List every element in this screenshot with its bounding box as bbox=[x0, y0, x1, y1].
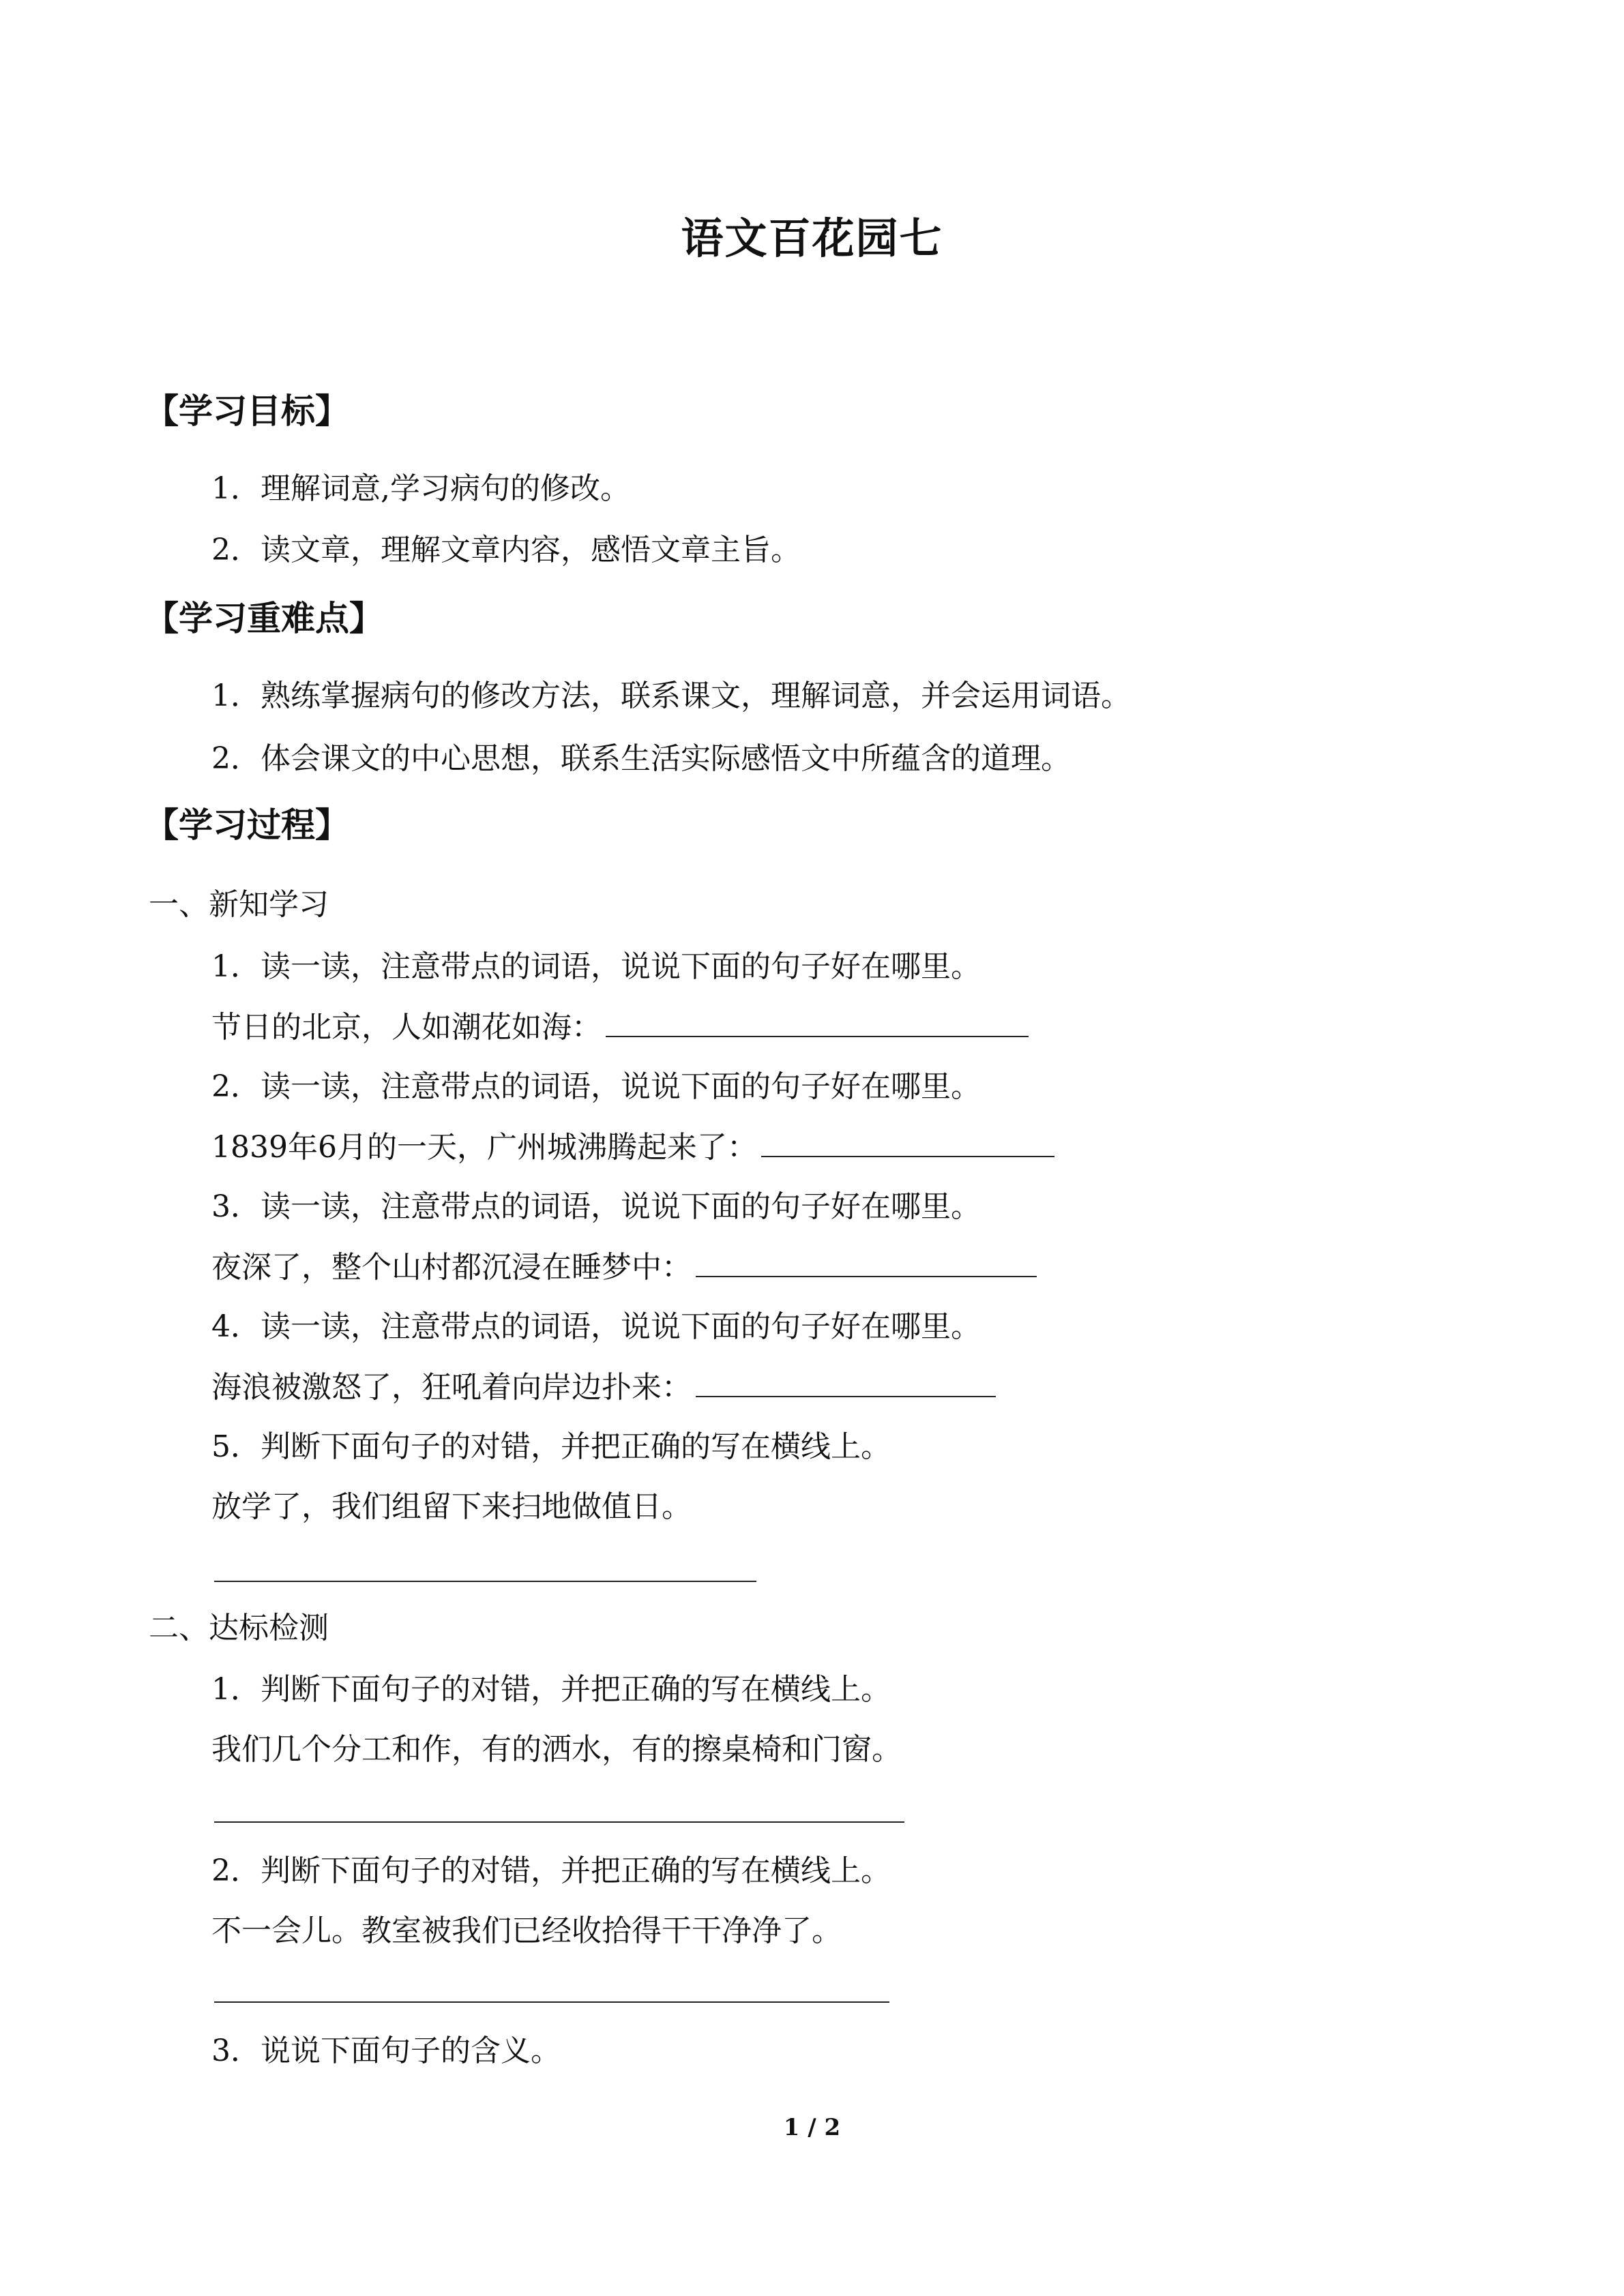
part1-title: 一、新知学习 bbox=[149, 887, 329, 922]
part2-title: 二、达标检测 bbox=[149, 1611, 329, 1645]
part2-question-2: 2．判断下面句子的对错，并把正确的写在横线上。 bbox=[211, 1853, 891, 1888]
part1-sentence-1-row bbox=[211, 1006, 1029, 1049]
key-points-item-2: 2．体会课文的中心思想，联系生活实际感悟文中所蕴含的道理。 bbox=[211, 741, 1071, 776]
part1-question-5: 5．判断下面句子的对错，并把正确的写在横线上。 bbox=[211, 1429, 891, 1464]
part2-question-1: 1．判断下面句子的对错，并把正确的写在横线上。 bbox=[211, 1672, 891, 1707]
part1-sentence-4-row bbox=[211, 1366, 996, 1409]
part1-sentence-2-row bbox=[211, 1126, 1054, 1169]
part1-question-1: 1．读一读，注意带点的词语，说说下面的句子好在哪里。 bbox=[211, 949, 981, 984]
answer-blank-1[interactable] bbox=[606, 1006, 1029, 1037]
goals-heading: 【学习目标】 bbox=[145, 391, 349, 431]
key-points-item-1: 1．熟练掌握病句的修改方法，联系课文，理解词意，并会运用词语。 bbox=[211, 679, 1131, 713]
answer-line-5[interactable] bbox=[214, 1581, 756, 1582]
part1-question-3: 3．读一读，注意带点的词语，说说下面的句子好在哪里。 bbox=[211, 1189, 981, 1224]
answer-blank-2[interactable] bbox=[761, 1126, 1054, 1157]
answer-blank-3[interactable] bbox=[696, 1246, 1037, 1277]
process-heading: 【学习过程】 bbox=[145, 805, 349, 845]
part1-sentence-2: 1839年6月的一天，广州城沸腾起来了： bbox=[211, 1130, 757, 1165]
document-title: 语文百花园七 bbox=[681, 213, 943, 263]
goals-item-2: 2．读文章，理解文章内容，感悟文章主旨。 bbox=[211, 533, 801, 567]
answer-line-7[interactable] bbox=[214, 2001, 889, 2003]
goals-item-1: 1．理解词意,学习病句的修改。 bbox=[211, 471, 630, 506]
part2-sentence-1: 我们几个分工和作，有的洒水，有的擦桌椅和门窗。 bbox=[211, 1732, 902, 1767]
part2-sentence-2: 不一会儿。教室被我们已经收拾得干干净净了。 bbox=[211, 1913, 842, 1948]
part2-question-3: 3．说说下面句子的含义。 bbox=[211, 2033, 561, 2068]
part1-sentence-1: 节日的北京，人如潮花如海： bbox=[211, 1010, 602, 1045]
part1-question-2: 2．读一读，注意带点的词语，说说下面的句子好在哪里。 bbox=[211, 1069, 981, 1104]
part1-sentence-5: 放学了，我们组留下来扫地做值日。 bbox=[211, 1489, 692, 1524]
part1-sentence-3: 夜深了，整个山村都沉浸在睡梦中： bbox=[211, 1250, 692, 1285]
key-points-heading: 【学习重难点】 bbox=[145, 598, 383, 638]
answer-blank-4[interactable] bbox=[696, 1366, 996, 1397]
part1-sentence-3-row bbox=[211, 1246, 1037, 1289]
answer-line-6[interactable] bbox=[214, 1821, 904, 1823]
page-number: 1 / 2 bbox=[783, 2114, 841, 2141]
part1-sentence-4: 海浪被激怒了，狂吼着向岸边扑来： bbox=[211, 1370, 692, 1405]
part1-question-4: 4．读一读，注意带点的词语，说说下面的句子好在哪里。 bbox=[211, 1309, 981, 1344]
